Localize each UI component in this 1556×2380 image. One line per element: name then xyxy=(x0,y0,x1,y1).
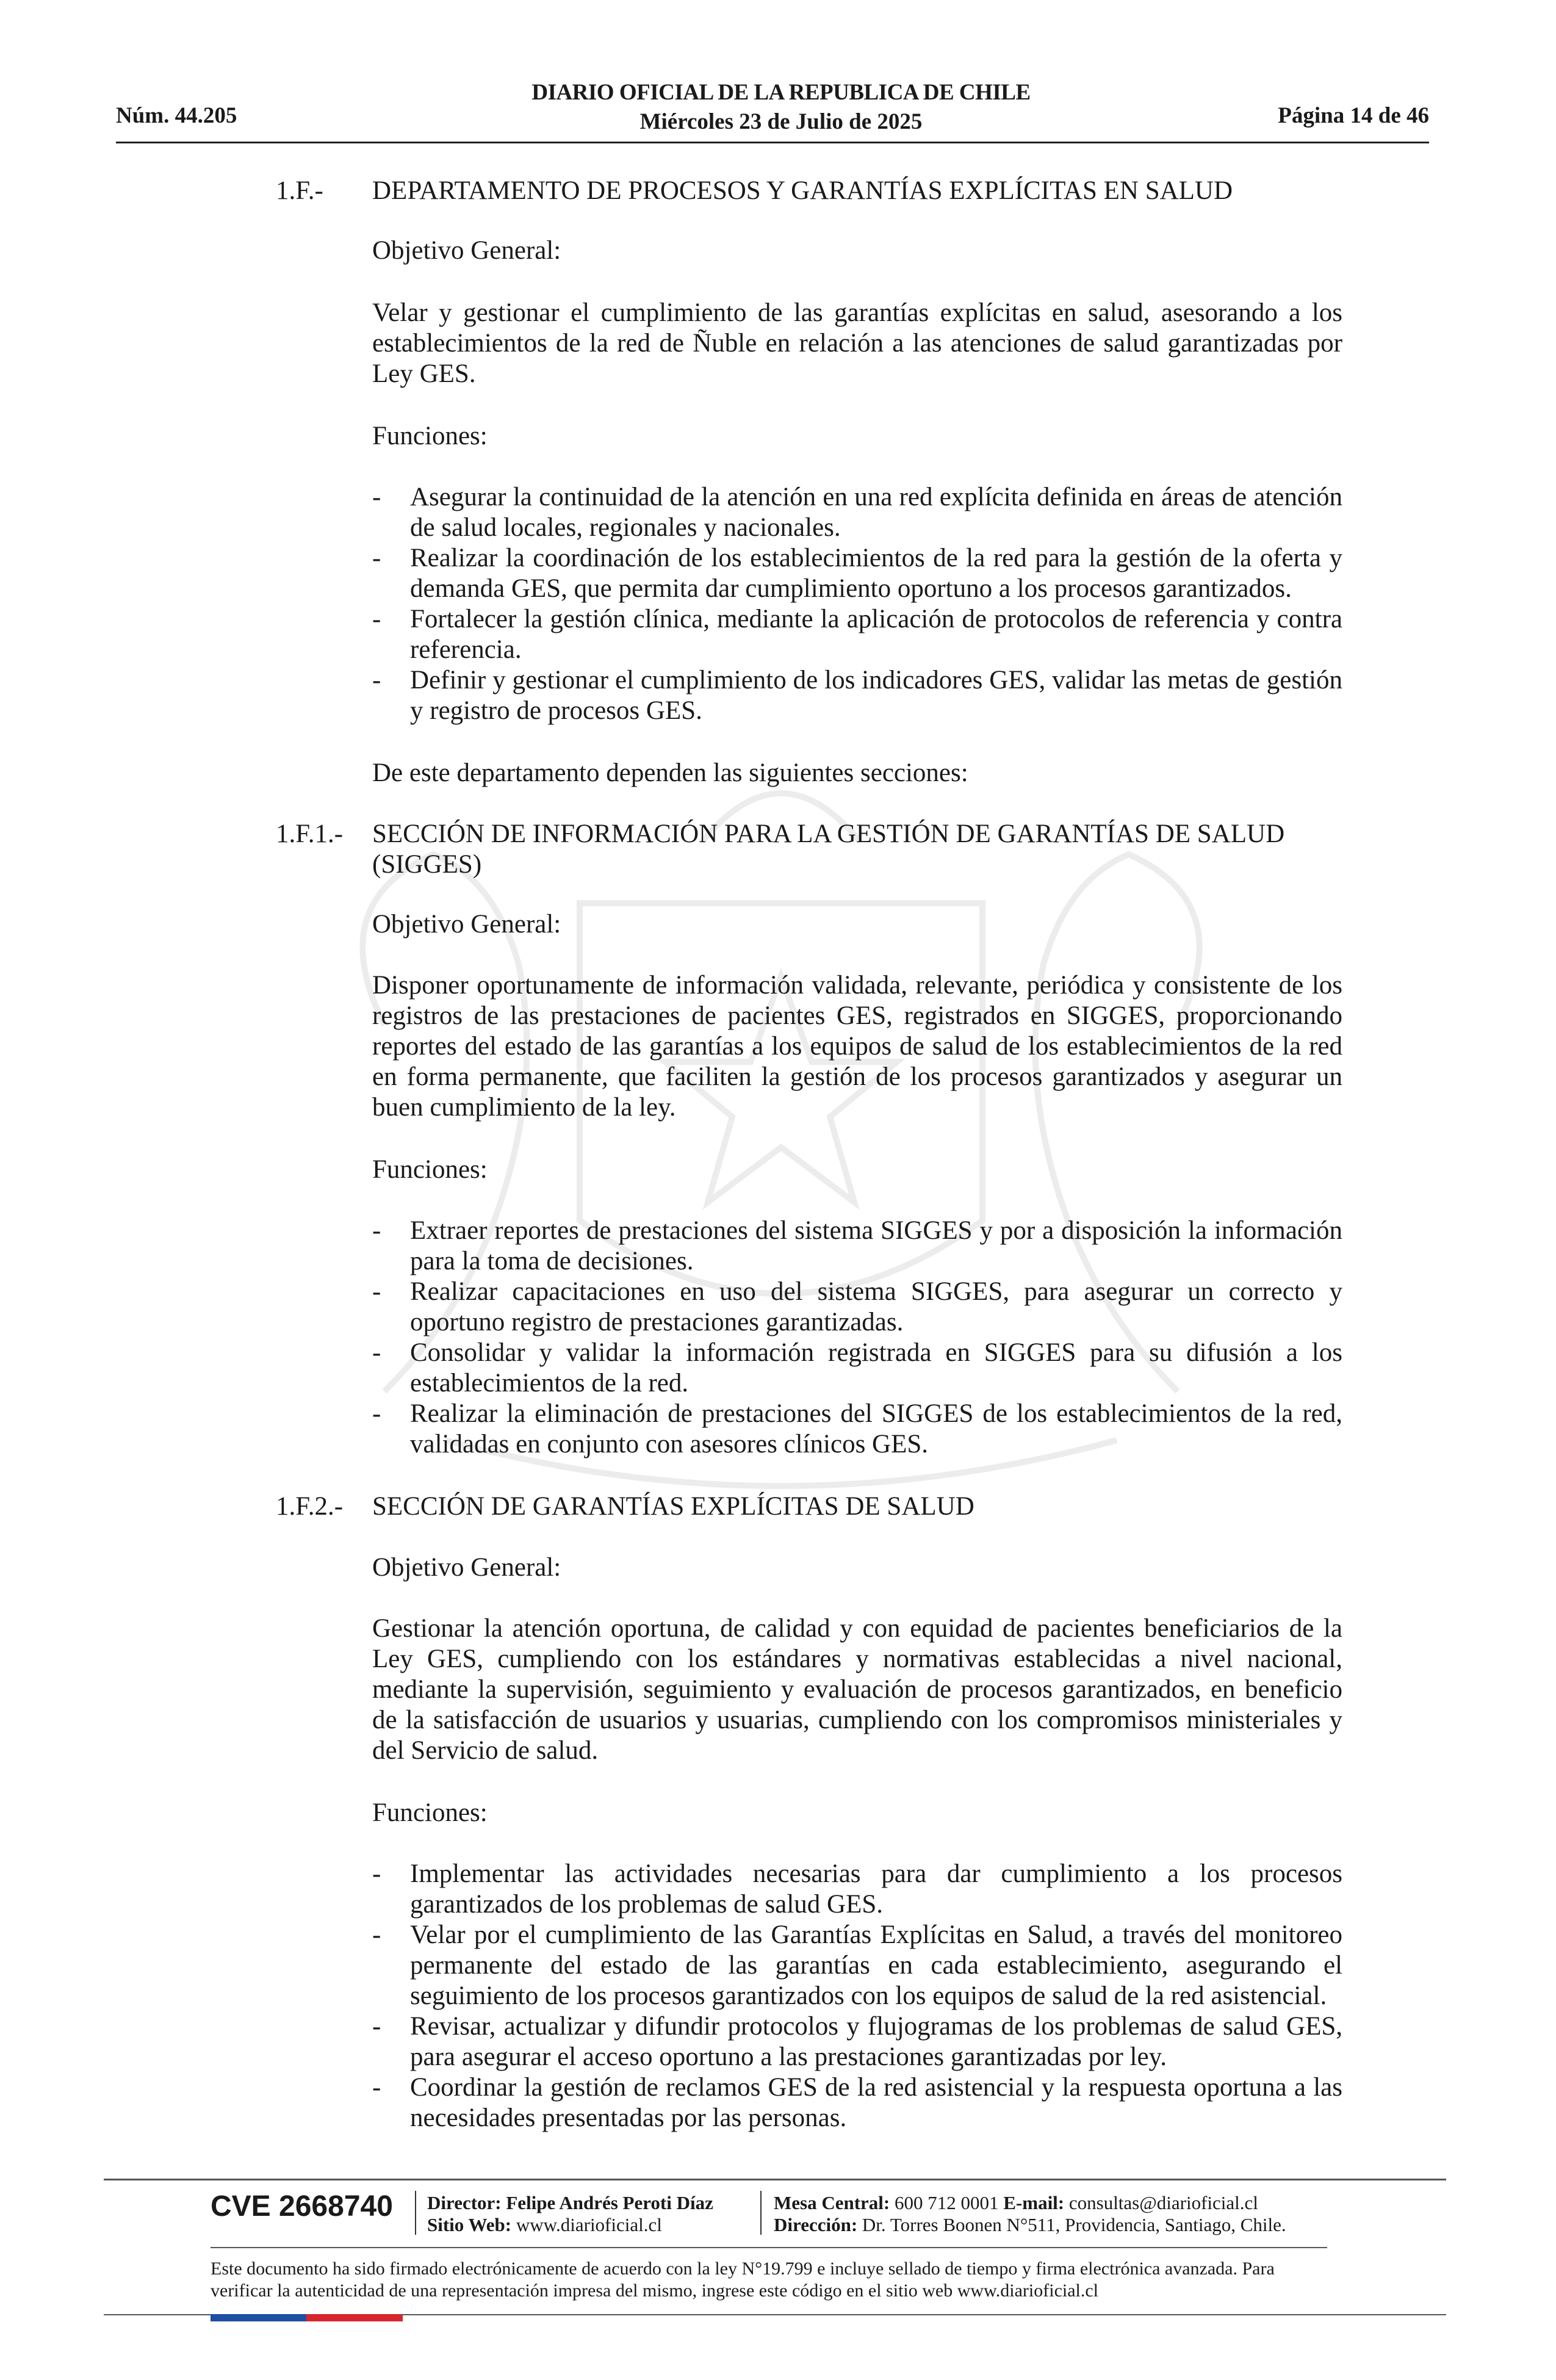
publication-title: DIARIO OFICIAL DE LA REPUBLICA DE CHILE xyxy=(531,80,1031,105)
subsections-intro: De este departamento dependen las siguientes secciones: xyxy=(372,759,968,787)
section-number: 1.F.- xyxy=(276,176,323,205)
list-item: - Coordinar la gestión de reclamos GES de la red asistencial y la respuesta oportuna a las necesidades presentadas por las personas. xyxy=(372,2072,1342,2133)
website-label: Sitio Web: xyxy=(427,2214,512,2235)
flag-stripe xyxy=(211,2314,403,2321)
director-label: Director: xyxy=(427,2192,502,2213)
list-item: - Definir y gestionar el cumplimiento de los indicadores GES, validar las metas de gestión y registro de procesos GES. xyxy=(372,665,1342,726)
flag-blue-band xyxy=(211,2314,306,2321)
email-link[interactable]: consultas@diarioficial.cl xyxy=(1068,2192,1258,2213)
phone-number: 600 712 0001 xyxy=(895,2192,999,2213)
footer-separator xyxy=(415,2191,416,2235)
footer-contact-block xyxy=(774,2192,1286,2236)
functions-list xyxy=(372,1216,1342,1460)
masthead xyxy=(476,78,1086,137)
website-link[interactable]: www.diarioficial.cl xyxy=(516,2214,662,2235)
list-item: - Consolidar y validar la información registrada en SIGGES para su difusión a los establecimientos de la red. xyxy=(372,1338,1342,1399)
objective-label: Objetivo General: xyxy=(372,910,561,939)
signature-note: Este documento ha sido firmado electrónicamente de acuerdo con la ley N°19.799 e incluye sellado de tiempo y firma electrónica avanzada. Para verificar la autenticidad de una representación impresa del mismo, ingrese este código en el sitio web www.diarioficial.cl xyxy=(211,2259,1275,2301)
header-divider xyxy=(116,142,1429,143)
publication-date: Miércoles 23 de Julio de 2025 xyxy=(639,109,923,134)
list-item: - Realizar la coordinación de los establecimientos de la red para la gestión de la oferta y demanda GES, que permita dar cumplimiento oportuno a los procesos garantizados. xyxy=(372,543,1342,604)
objective-label: Objetivo General: xyxy=(372,236,561,265)
list-item: - Implementar las actividades necesarias para dar cumplimiento a los procesos garantizados de los problemas de salud GES. xyxy=(372,1859,1342,1920)
address-text: Dr. Torres Boonen N°511, Providencia, Santiago, Chile. xyxy=(862,2214,1286,2235)
footer-separator xyxy=(760,2191,762,2235)
functions-label: Funciones: xyxy=(372,422,488,450)
list-item: - Realizar la eliminación de prestaciones del SIGGES de los establecimientos de la red, validadas en conjunto con asesores clínicos GES. xyxy=(372,1399,1342,1460)
functions-label: Funciones: xyxy=(372,1155,488,1184)
objective-text: Disponer oportunamente de información validada, relevante, periódica y consistente de los registros de las prestaciones de pacientes GES, registrados en SIGGES, proporcionando reportes del estado de las garantías a los equipos de salud de los establecimientos de la red en forma permanente, que faciliten la gestión de los procesos garantizados y asegurar un buen cumplimiento de la ley. xyxy=(372,971,1342,1122)
email-label: E-mail: xyxy=(1003,2192,1065,2213)
footer-divider xyxy=(104,2179,1446,2180)
list-item: - Fortalecer la gestión clínica, mediante la aplicación de protocolos de referencia y contra referencia. xyxy=(372,604,1342,665)
phone-label: Mesa Central: xyxy=(774,2192,890,2213)
footer-inner-divider xyxy=(211,2247,1327,2248)
objective-text: Gestionar la atención oportuna, de calidad y con equidad de pacientes beneficiarios de la Ley GES, cumpliendo con los estándares y normativas establecidas a nivel nacional, mediante la supervisión, seguimiento y evaluación de procesos garantizados, en beneficio de la satisfacción de usuarios y usuarias, cumpliendo con los compromisos ministeriales y del Servicio de salud. xyxy=(372,1614,1342,1765)
address-label: Dirección: xyxy=(774,2214,858,2235)
objective-label: Objetivo General: xyxy=(372,1553,561,1582)
section-title: DEPARTAMENTO DE PROCESOS Y GARANTÍAS EXPLÍCITAS EN SALUD xyxy=(372,176,1233,205)
list-item: - Revisar, actualizar y difundir protocolos y flujogramas de los problemas de salud GES, para asegurar el acceso oportuno a las prestaciones garantizadas por ley. xyxy=(372,2011,1342,2072)
issue-number: Núm. 44.205 xyxy=(116,103,237,128)
functions-list xyxy=(372,482,1342,726)
list-item: - Velar por el cumplimiento de las Garantías Explícitas en Salud, a través del monitoreo permanente del estado de las garantías en cada establecimiento, asegurando el seguimiento de los procesos garantizados con los equipos de salud de la red asistencial. xyxy=(372,1920,1342,2011)
director-name: Felipe Andrés Peroti Díaz xyxy=(506,2192,713,2213)
list-item: - Asegurar la continuidad de la atención en una red explícita definida en áreas de atención de salud locales, regionales y nacionales. xyxy=(372,482,1342,543)
objective-text: Velar y gestionar el cumplimiento de las garantías explícitas en salud, asesorando a los establecimientos de la red de Ñuble en relación a las atenciones de salud garantizadas por Ley GES. xyxy=(372,298,1342,388)
section-title: SECCIÓN DE GARANTÍAS EXPLÍCITAS DE SALUD xyxy=(372,1492,974,1521)
cve-code: CVE 2668740 xyxy=(211,2190,393,2223)
flag-red-band xyxy=(306,2314,403,2321)
section-number: 1.F.2.- xyxy=(276,1492,344,1521)
functions-list xyxy=(372,1859,1342,2133)
list-item: - Extraer reportes de prestaciones del sistema SIGGES y por a disposición la información para la toma de decisiones. xyxy=(372,1216,1342,1277)
footer-director-block xyxy=(427,2192,713,2236)
page-indicator: Página 14 de 46 xyxy=(1278,103,1429,128)
functions-label: Funciones: xyxy=(372,1798,488,1827)
list-item: - Realizar capacitaciones en uso del sistema SIGGES, para asegurar un correcto y oportuno registro de prestaciones garantizadas. xyxy=(372,1277,1342,1338)
section-title: SECCIÓN DE INFORMACIÓN PARA LA GESTIÓN DE GARANTÍAS DE SALUD (SIGGES) xyxy=(372,820,1285,879)
section-number: 1.F.1.- xyxy=(276,820,344,848)
